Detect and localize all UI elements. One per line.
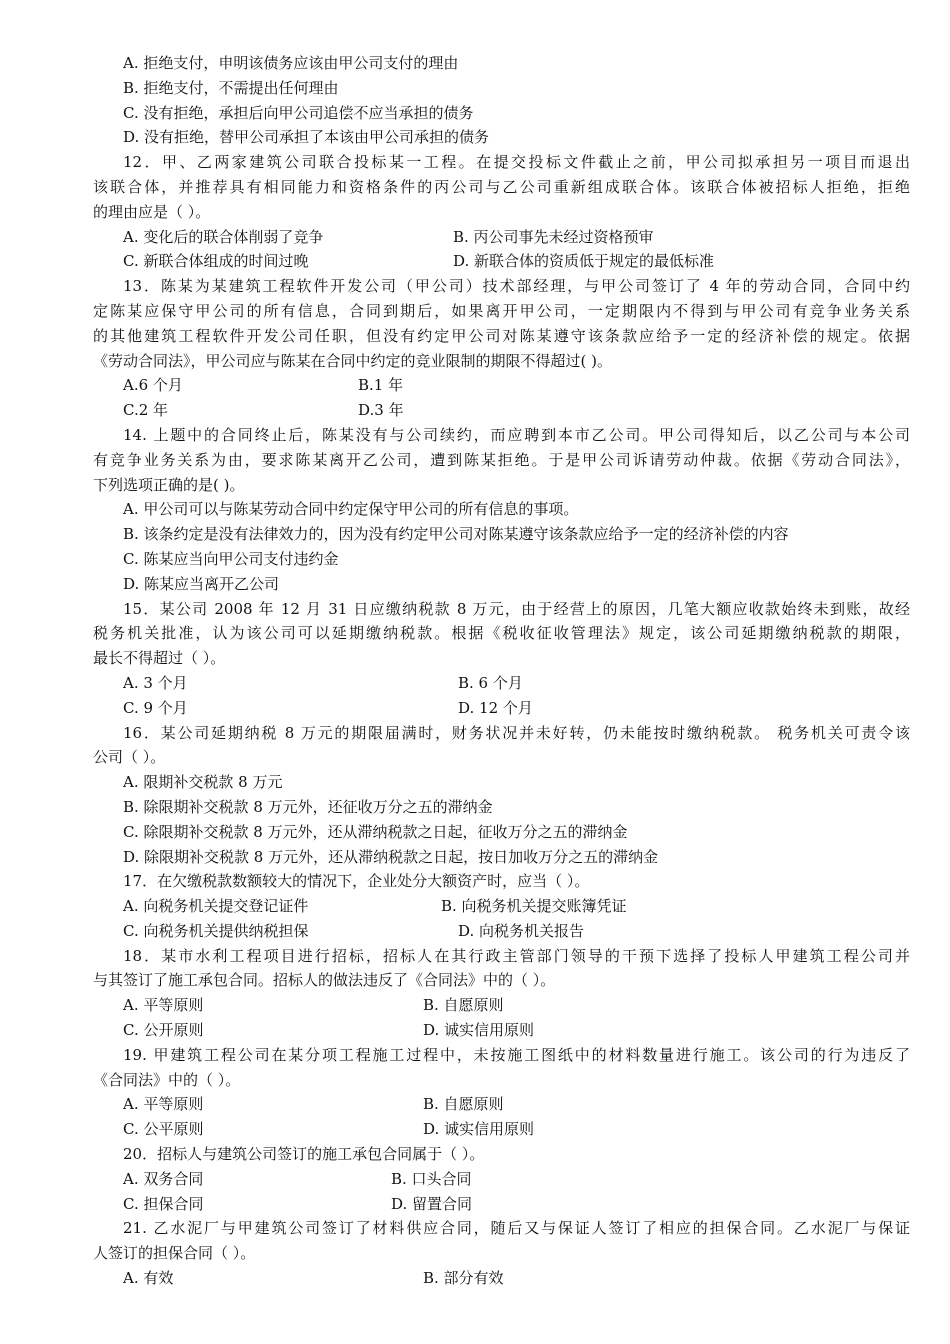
option-row: [93, 1167, 910, 1192]
option-line: A. 甲公司可以与陈某劳动合同中约定保守甲公司的所有信息的事项。: [123, 500, 579, 519]
option-line: B. 拒绝支付，不需提出任何理由: [123, 78, 339, 97]
option-row: [93, 993, 910, 1018]
question-line: 定陈某应保守甲公司的所有信息，合同到期后，如果离开甲公司，一定期限内不得到与甲公司有竞争业务关系: [93, 301, 910, 320]
option-row: [93, 696, 910, 721]
question-line: 该联合体，并推荐具有相同能力和资格条件的丙公司与乙公司重新组成联合体。该联合体被招标人拒绝，拒绝: [93, 177, 910, 196]
option-text: C. 新联合体组成的时间过晚: [123, 252, 309, 271]
option-text: D. 新联合体的资质低于规定的最低标准: [453, 252, 715, 271]
option-text: D. 12 个月: [458, 698, 533, 717]
option-row: [93, 373, 910, 398]
question-line: 《合同法》中的（ ）。: [93, 1070, 241, 1089]
question-line: 13．陈某为某建筑工程软件开发公司（甲公司）技术部经理，与甲公司签订了 4 年的劳动合同，合同中约: [123, 277, 910, 296]
option-text: A. 有效: [123, 1269, 174, 1288]
question-text: [93, 51, 910, 1291]
question-line: 税务机关批准，认为该公司可以延期缴纳税款。根据《税收征收管理法》规定，该公司延期缴纳税款的期限，: [93, 624, 910, 643]
option-text: B. 自愿原则: [423, 996, 504, 1015]
option-text: A. 平等原则: [123, 1095, 204, 1114]
option-row: [93, 894, 910, 919]
option-text: B. 向税务机关提交账簿凭证: [441, 897, 627, 916]
question-line: 最长不得超过（ ）。: [93, 649, 226, 668]
option-line: C. 没有拒绝，承担后向甲公司追偿不应当承担的债务: [123, 103, 474, 122]
question-line: 的理由应是（ ）。: [93, 202, 211, 221]
option-text: B. 自愿原则: [423, 1095, 504, 1114]
option-text: A.6 个月: [123, 376, 183, 395]
option-text: B.1 年: [358, 376, 404, 395]
question-line: 下列选项正确的是( )。: [93, 475, 245, 494]
question-line: 19. 甲建筑工程公司在某分项工程施工过程中，未按施工图纸中的材料数量进行施工。该公司的行为违反了: [123, 1045, 910, 1064]
question-line: 与其签订了施工承包合同。招标人的做法违反了《合同法》中的（ ）。: [93, 971, 556, 990]
option-row: [93, 671, 910, 696]
option-text: C.2 年: [123, 401, 169, 420]
question-line: 17．在欠缴税款数额较大的情况下，企业处分大额资产时，应当（ ）。: [123, 872, 590, 891]
question-line: 人签订的担保合同（ ）。: [93, 1244, 256, 1263]
option-text: A. 3 个月: [123, 673, 188, 692]
option-text: B. 丙公司事先未经过资格预审: [453, 227, 654, 246]
option-line: B. 该条约定是没有法律效力的，因为没有约定甲公司对陈某遵守该条款应给予一定的经济补偿的内容: [123, 525, 789, 544]
option-line: D. 除限期补交税款 8 万元外，还从滞纳税款之日起，按日加收万分之五的滞纳金: [123, 847, 659, 866]
question-line: 14. 上题中的合同终止后，陈某没有与公司续约，而应聘到本市乙公司。甲公司得知后，以乙公司与本公司: [123, 425, 910, 444]
question-line: 18．某市水利工程项目进行招标，招标人在其行政主管部门领导的干预下选择了投标人甲建筑工程公司并: [123, 946, 910, 965]
option-text: B. 口头合同: [391, 1169, 472, 1188]
option-row: [93, 225, 910, 250]
option-row: [93, 1117, 910, 1142]
option-text: A. 向税务机关提交登记证件: [123, 897, 309, 916]
option-row: [93, 398, 910, 423]
option-text: C. 向税务机关提供纳税担保: [123, 921, 309, 940]
option-text: D.3 年: [358, 401, 404, 420]
option-line: D. 陈某应当离开乙公司: [123, 574, 280, 593]
option-row: [93, 1018, 910, 1043]
option-row: [93, 919, 910, 944]
option-text: A. 平等原则: [123, 996, 204, 1015]
question-line: 12．甲、乙两家建筑公司联合投标某一工程。在提交投标文件截止之前，甲公司拟承担另一项目而退出: [123, 153, 910, 172]
question-line: 15．某公司 2008 年 12 月 31 日应缴纳税款 8 万元，由于经营上的原因，几笔大额应收款始终未到账，故经: [123, 599, 910, 618]
option-text: D. 留置合同: [391, 1194, 473, 1213]
option-text: D. 诚实信用原则: [423, 1120, 535, 1139]
question-line: 《劳动合同法》，甲公司应与陈某在合同中约定的竞业限制的期限不得超过( )。: [93, 351, 612, 370]
option-text: A. 双务合同: [123, 1169, 204, 1188]
option-text: A. 变化后的联合体削弱了竞争: [123, 227, 324, 246]
question-line: 21. 乙水泥厂与甲建筑公司签订了材料供应合同，随后又与保证人签订了相应的担保合同。乙水泥厂与保证: [123, 1219, 910, 1238]
option-text: D. 诚实信用原则: [423, 1021, 535, 1040]
option-row: [93, 1092, 910, 1117]
question-line: 的其他建筑工程软件开发公司任职，但没有约定甲公司对陈某遵守该条款应给予一定的经济补偿的规定。依据: [93, 326, 910, 345]
option-text: B. 部分有效: [423, 1269, 504, 1288]
option-line: C. 陈某应当向甲公司支付违约金: [123, 549, 339, 568]
question-line: 公司（ ）。: [93, 748, 166, 767]
option-row: [93, 1192, 910, 1217]
question-line: 16．某公司延期纳税 8 万元的期限届满时，财务状况并未好转，仍未能按时缴纳税款。 税务机关可责令该: [123, 723, 910, 742]
option-line: D. 没有拒绝，替甲公司承担了本该由甲公司承担的债务: [123, 128, 490, 147]
question-line: 20．招标人与建筑公司签订的施工承包合同属于（ ）。: [123, 1145, 485, 1164]
option-row: [93, 1266, 910, 1291]
option-row: [93, 249, 910, 274]
option-text: C. 公开原则: [123, 1021, 204, 1040]
option-text: B. 6 个月: [458, 673, 523, 692]
question-line: 有竞争业务关系为由，要求陈某离开乙公司，遭到陈某拒绝。于是甲公司诉请劳动仲裁。依据《劳动合同法》，: [93, 450, 910, 469]
option-line: B. 除限期补交税款 8 万元外，还征收万分之五的滞纳金: [123, 797, 493, 816]
option-line: A. 限期补交税款 8 万元: [123, 773, 283, 792]
option-text: C. 9 个月: [123, 698, 188, 717]
option-text: D. 向税务机关报告: [458, 921, 585, 940]
option-line: C. 除限期补交税款 8 万元外，还从滞纳税款之日起，征收万分之五的滞纳金: [123, 822, 628, 841]
option-text: C. 担保合同: [123, 1194, 204, 1213]
option-line: A. 拒绝支付，申明该债务应该由甲公司支付的理由: [123, 54, 459, 72]
option-text: C. 公平原则: [123, 1120, 204, 1139]
